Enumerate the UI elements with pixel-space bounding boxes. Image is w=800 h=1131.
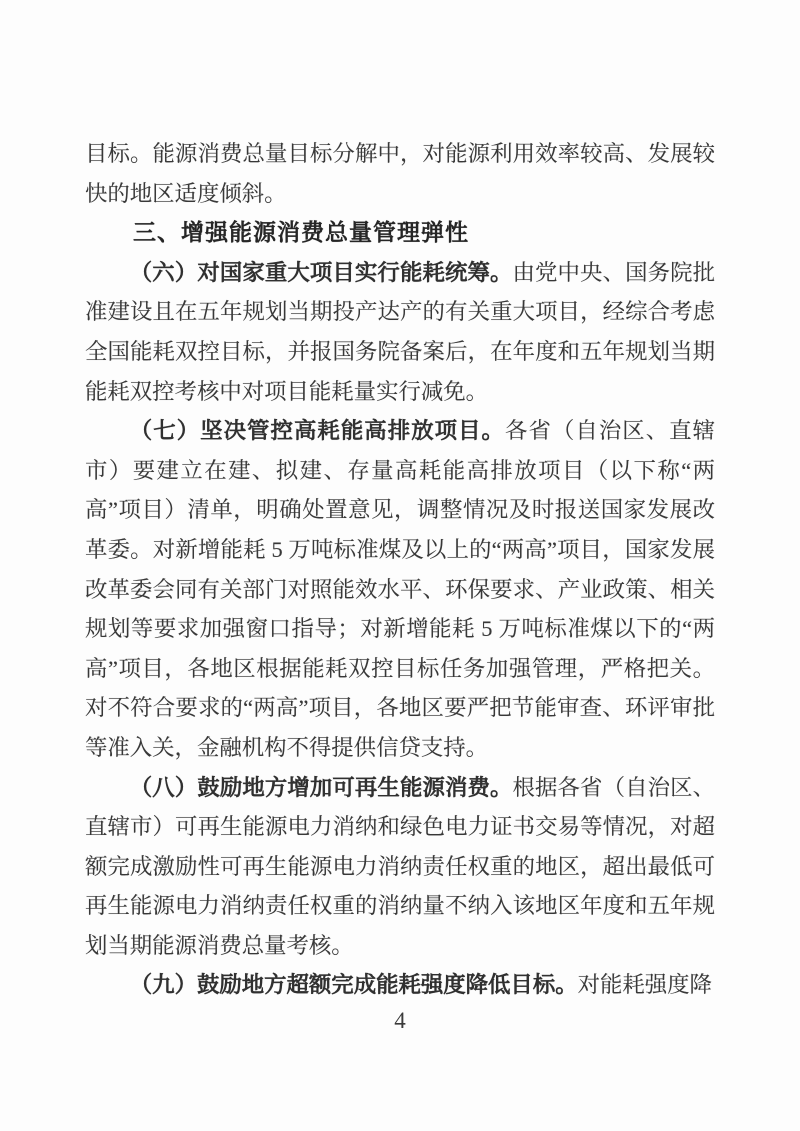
paragraph-lead: （六）对国家重大项目实行能耗统筹。 xyxy=(129,259,513,285)
paragraph-lead: （八）鼓励地方增加可再生能源消费。 xyxy=(129,774,513,800)
paragraph-item-7 xyxy=(85,411,715,767)
paragraph-item-9 xyxy=(85,965,715,1005)
paragraph-lead: （九）鼓励地方超额完成能耗强度降低目标。 xyxy=(129,972,578,998)
paragraph-continuation: 目标。能源消费总量目标分解中，对能源利用效率较高、发展较快的地区适度倾斜。 xyxy=(85,141,715,206)
document-content xyxy=(85,134,715,1005)
paragraph-lead: （七）坚决管控高耗能高排放项目。 xyxy=(129,418,506,444)
section-heading: 三、增强能源消费总量管理弹性 xyxy=(133,219,469,246)
paragraph-text: 由党中央、国务院批准建设且在五年规划当期投产达产的有关重大项目，经综合考虑全国能耗双控目标，并报国务院备案后，在年度和五年规划当期能耗双控考核中对项目能耗量实行减免。 xyxy=(85,259,716,404)
paragraph-text: 根据各省（自治区、直辖市）可再生能源电力消纳和绿色电力证书交易等情况，对超额完成激励性可再生能源电力消纳责任权重的地区，超出最低可再生能源电力消纳责任权重的消纳量不纳入该地区年度和五年规划当期能源消费总量考核。 xyxy=(85,774,716,958)
page-number: 4 xyxy=(394,1008,406,1033)
paragraph-item-8 xyxy=(85,768,715,966)
paragraph-text: 各省（自治区、直辖市）要建立在建、拟建、存量高耗能高排放项目（以下称“两高”项目）清单，明确处置意见，调整情况及时报送国家发展改革委。对新增能耗 5 万吨标准煤及以上的“两高”项目，国家发展改革委会同有关部门对照能效水平、环保要求、产业政策、相关规划等要求加强窗口指导；对新增能耗 5 万吨标准煤以下的“两高”项目，各地区根据能耗双控目标任务加强管理，严格把关。对不符合要求的“两高”项目，各地区要严把节能审查、环评审批等准入关，金融机构不得提供信贷支持。 xyxy=(85,418,716,760)
paragraph-text: 对能耗强度降 xyxy=(577,972,712,998)
paragraph-item-6 xyxy=(85,253,715,411)
